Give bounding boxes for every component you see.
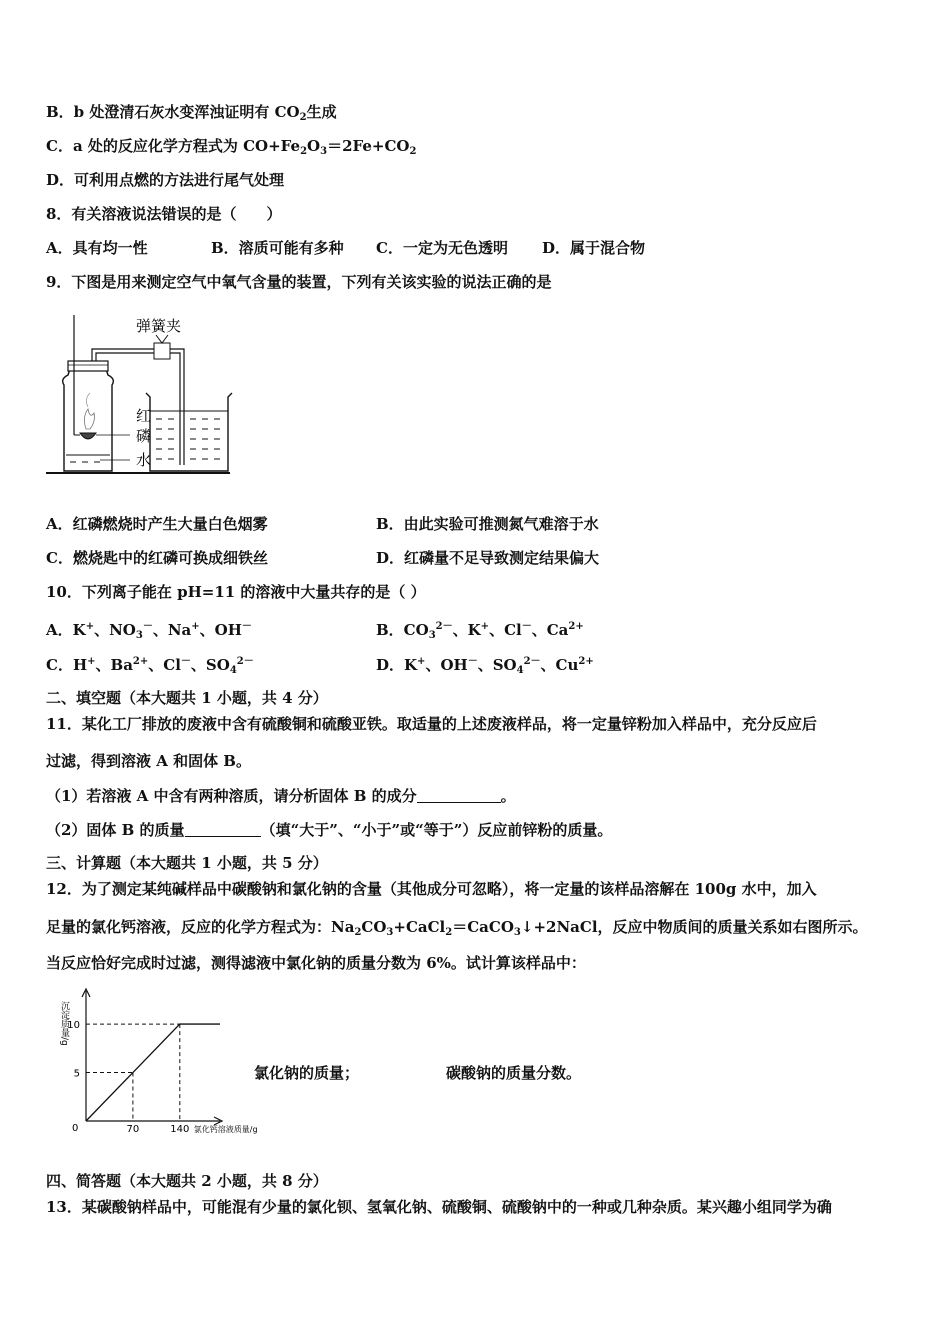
x-axis-label: 氯化钙溶液质量/g: [193, 1125, 258, 1134]
q8-option-a: A．具有均一性: [46, 239, 148, 257]
text: 、SO: [190, 656, 230, 674]
q9-option-a: A．红磷燃烧时产生大量白色烟雾: [46, 515, 268, 533]
text: ＝2Fe+CO: [327, 137, 410, 155]
subscript: 3: [428, 630, 436, 641]
label-water: 水: [136, 451, 152, 469]
y-tick-label: 10: [67, 1020, 80, 1032]
text: A．K: [46, 621, 86, 639]
answer-blank[interactable]: [417, 788, 501, 803]
subscript: 3: [135, 630, 143, 641]
text: （2）固体 B 的质量: [46, 821, 185, 839]
text: 、K: [452, 621, 481, 639]
text: ↓+2NaCl，反应中物质间的质量关系如右图所示。: [520, 918, 868, 936]
series-line: [86, 1024, 220, 1121]
x-tick-label: 70: [126, 1124, 140, 1135]
superscript: 2－: [236, 656, 254, 667]
text: 生成: [306, 103, 337, 121]
oxygen-apparatus-figure: [40, 305, 240, 480]
q8-option-c: C．一定为无色透明: [376, 239, 508, 257]
text: 、NO: [94, 621, 136, 639]
subscript: 3: [320, 146, 328, 157]
q11-part2: [46, 820, 612, 840]
q12-ask-sodium-chloride: 氯化钠的质量；: [254, 1064, 360, 1082]
y-tick-label: 5: [73, 1068, 80, 1080]
superscript: －: [467, 656, 478, 667]
superscript: 2+: [578, 656, 594, 667]
text: C．H: [46, 656, 88, 674]
text: 、OH: [425, 656, 468, 674]
section-short-answer-heading: 四、简答题（本大题共 2 小题，共 8 分）: [46, 1172, 328, 1190]
subscript: 4: [516, 665, 524, 676]
subscript: 2: [354, 927, 362, 938]
q13-line1: 13．某碳酸钠样品中，可能混有少量的氯化钡、氢氧化钠、硫酸铜、硫酸钠中的一种或几种杂质。某兴趣小组同学为确: [46, 1198, 832, 1216]
q7-option-d: D．可利用点燃的方法进行尾气处理: [46, 171, 285, 189]
superscript: 2－: [523, 656, 541, 667]
text: D．K: [376, 656, 418, 674]
q7-option-c: [46, 136, 416, 162]
subscript: 4: [229, 665, 237, 676]
label-red: 红: [136, 407, 152, 425]
q8-option-d: D．属于混合物: [542, 239, 646, 257]
text: 、Cl: [489, 621, 522, 639]
q9-stem: 9．下图是用来测定空气中氧气含量的装置，下列有关该实验的说法正确的是: [46, 273, 552, 291]
label-phosphorus: 磷: [136, 427, 152, 445]
text: 、OH: [199, 621, 242, 639]
q10-stem: 10．下列离子能在 pH=11 的溶液中大量共存的是（ ）: [46, 583, 426, 601]
q11-part1: [46, 786, 516, 806]
q9-option-b: B．由此实验可推测氮气难溶于水: [376, 515, 599, 533]
superscript: －: [142, 621, 153, 632]
text: 、Cl: [148, 656, 181, 674]
text: （1）若溶液 A 中含有两种溶质，请分析固体 B 的成分: [46, 787, 417, 805]
text: 、Ba: [95, 656, 133, 674]
x-tick-label: 140: [170, 1124, 190, 1135]
text: 、SO: [477, 656, 517, 674]
superscript: －: [521, 621, 532, 632]
q12-line2: [46, 917, 868, 943]
text: B．CO: [376, 621, 429, 639]
text: +CaCl: [393, 918, 446, 936]
origin-label: 0: [72, 1123, 79, 1134]
text: B．b 处澄清石灰水变浑浊证明有 CO: [46, 103, 300, 121]
section-calculation-heading: 三、计算题（本大题共 1 小题，共 5 分）: [46, 854, 328, 872]
q8-option-b: B．溶质可能有多种: [211, 239, 344, 257]
text: 、Na: [152, 621, 192, 639]
superscript: +: [85, 621, 95, 632]
text: O: [307, 137, 321, 155]
q10-option-c: [46, 652, 254, 681]
superscript: 2－: [435, 621, 453, 632]
superscript: －: [241, 621, 252, 632]
text: （填“大于”、“小于”或“等于”）反应前锌粉的质量。: [260, 821, 613, 839]
text: 足量的氯化钙溶液，反应的化学方程式为：Na: [46, 918, 355, 936]
label-clamp: 弹簧夹: [136, 317, 182, 335]
superscript: 2+: [568, 621, 584, 632]
q9-option-d: D．红磷量不足导致测定结果偏大: [376, 549, 600, 567]
text: 、Cu: [540, 656, 579, 674]
superscript: 2+: [132, 656, 149, 667]
subscript: 2: [299, 112, 307, 123]
text: 、Ca: [531, 621, 569, 639]
q10-option-a: [46, 617, 252, 646]
subscript: 2: [409, 146, 417, 157]
superscript: +: [480, 621, 490, 632]
text: ＝CaCO: [452, 918, 514, 936]
superscript: +: [417, 656, 426, 667]
section-fill-blank-heading: 二、填空题（本大题共 1 小题，共 4 分）: [46, 689, 328, 707]
answer-blank[interactable]: [185, 822, 261, 837]
text: 。: [500, 787, 516, 805]
subscript: 3: [386, 927, 394, 938]
q12-line3: 当反应恰好完成时过滤，测得滤液中氯化钠的质量分数为 6%。试计算该样品中：: [46, 954, 586, 972]
q10-option-d: [376, 652, 594, 681]
superscript: +: [87, 656, 96, 667]
q7-option-b: [46, 102, 337, 128]
q9-option-c: C．燃烧匙中的红磷可换成细铁丝: [46, 549, 268, 567]
subscript: 2: [445, 927, 453, 938]
q12-ask-sodium-carbonate: 碳酸钠的质量分数。: [446, 1064, 582, 1082]
superscript: +: [191, 621, 200, 632]
precipitate-chart: [50, 985, 270, 1135]
q12-line1: 12．为了测定某纯碱样品中碳酸钠和氯化钠的含量（其他成分可忽略），将一定量的该样品溶解在 100g 水中，加入: [46, 880, 817, 898]
subscript: 2: [300, 146, 308, 157]
q11-line2: 过滤，得到溶液 A 和固体 B。: [46, 752, 251, 770]
q10-option-b: [376, 617, 584, 646]
q11-line1: 11．某化工厂排放的废液中含有硫酸铜和硫酸亚铁。取适量的上述废液样品，将一定量锌粉加入样品中，充分反应后: [46, 715, 817, 733]
text: C．a 处的反应化学方程式为 CO+Fe: [46, 137, 301, 155]
y-axis-label: 沉淀质量/g: [59, 1001, 69, 1046]
subscript: 3: [513, 927, 521, 938]
text: CO: [361, 918, 387, 936]
q8-stem: 8．有关溶液说法错误的是（ ）: [46, 205, 282, 223]
superscript: －: [180, 656, 191, 667]
